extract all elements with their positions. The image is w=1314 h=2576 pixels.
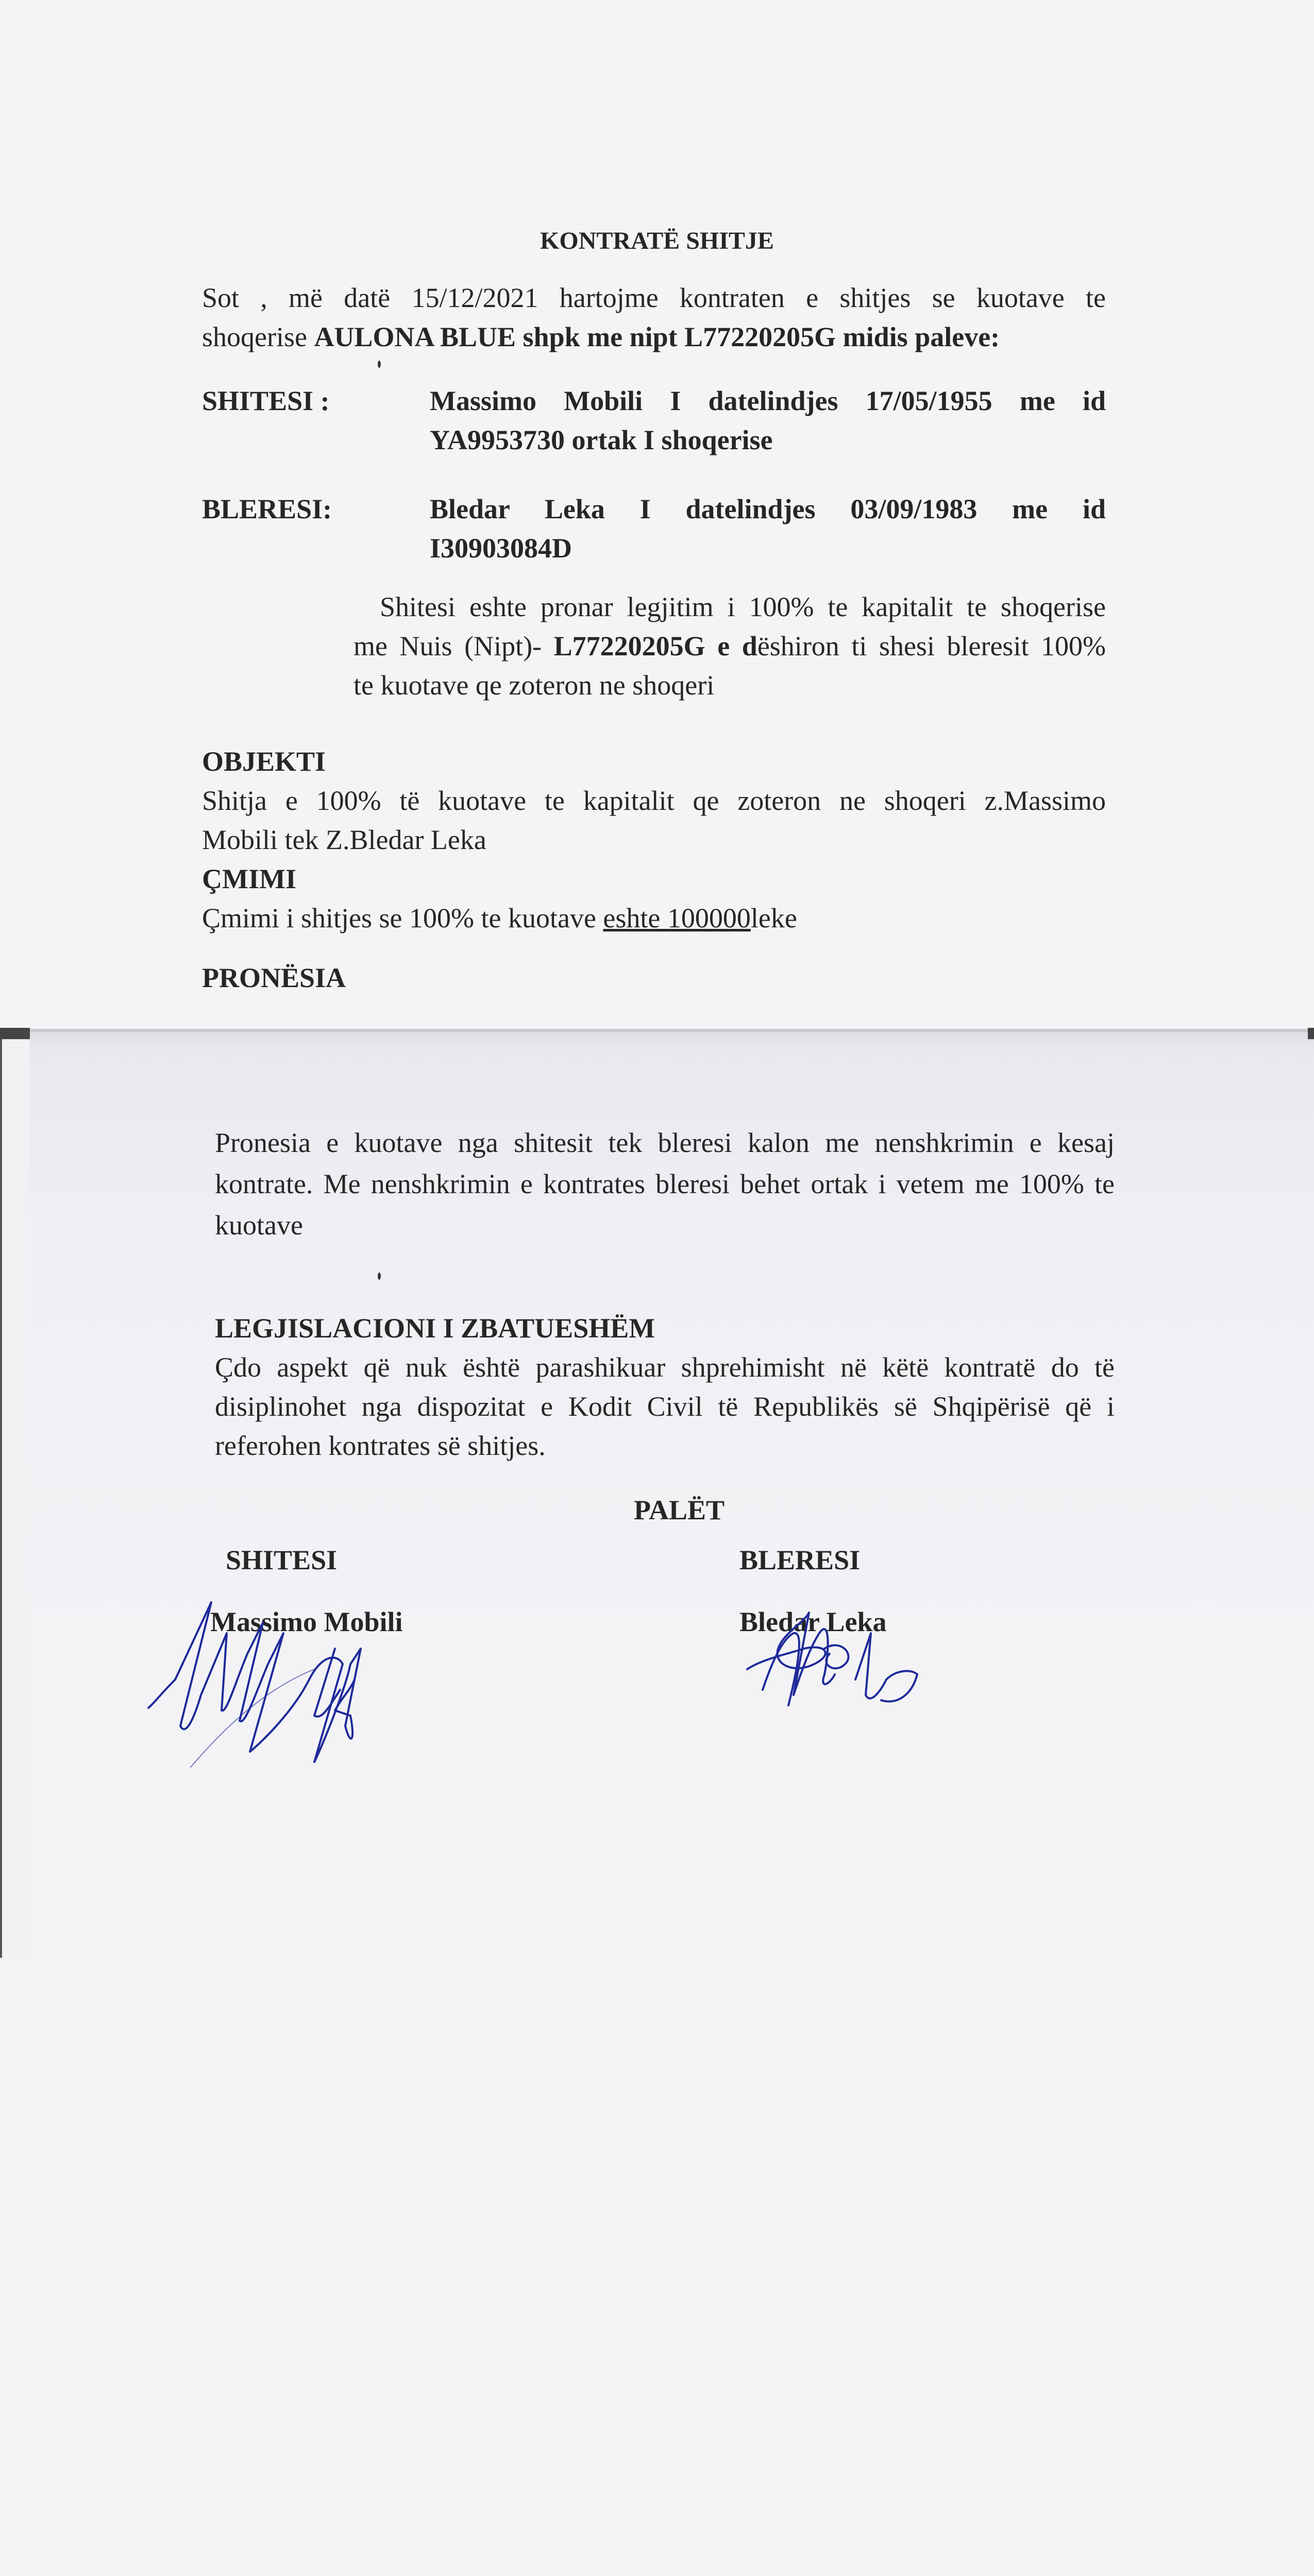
buyer-label: BLERESI:	[202, 494, 332, 524]
buyer-details: I30903084D	[430, 533, 572, 564]
parties-heading: PALËT	[633, 1495, 725, 1526]
law-text: referohen kontrates së shitjes.	[215, 1430, 546, 1461]
ownership-statement-line	[353, 626, 1106, 666]
price-amount: eshte 100000	[603, 903, 751, 934]
seller-signature-label: SHITESI	[226, 1545, 338, 1575]
document-title: KONTRATË SHITJE	[540, 227, 774, 255]
intro-line: Sot , më datë 15/12/2021 hartojme kontraten e shitjes se kuotave te	[202, 282, 1106, 313]
buyer-signature-name: Bledar Leka	[739, 1606, 887, 1637]
scan-edge-mark	[0, 1028, 30, 1039]
price-heading: ÇMIMI	[202, 863, 296, 894]
intro-text: shoqerise	[202, 321, 314, 352]
seller-label: SHITESI :	[202, 385, 330, 416]
object-text: Mobili tek Z.Bledar Leka	[202, 824, 486, 855]
object-heading: OBJEKTI	[202, 746, 326, 777]
ownership-statement-line: Shitesi eshte pronar legjitim i 100% te kapitalit te shoqerise	[380, 591, 1106, 622]
price-text-part: Çmimi i shitjes se 100% te kuotave	[202, 903, 603, 934]
seller-details: YA9953730 ortak I shoqerise	[430, 425, 773, 455]
ownership-text: Pronesia e kuotave nga shitesit tek bleresi kalon me nenshkrimin e kesaj	[215, 1127, 1115, 1158]
buyer-signature-label: BLERESI	[739, 1545, 861, 1575]
buyer-details: Bledar Leka I datelindjes 03/09/1983 me id	[430, 494, 1106, 524]
ownership-text: kontrate. Me nenshkrimin e kontrates bleresi behet ortak i vetem me 100% te	[215, 1168, 1115, 1199]
ownership-statement-line: te kuotave qe zoteron ne shoqeri	[353, 670, 715, 701]
scan-speck	[378, 361, 381, 368]
seller-signature-name: Massimo Mobili	[210, 1606, 403, 1637]
seller-details: Massimo Mobili I datelindjes 17/05/1955 me id	[430, 385, 1106, 416]
statement-text: me Nuis (Nipt)-	[353, 631, 554, 662]
intro-line	[202, 317, 1000, 357]
law-text: Çdo aspekt që nuk është parashikuar shprehimisht në këtë kontratë do të	[215, 1352, 1115, 1383]
company-info: AULONA BLUE shpk me nipt L77220205G midis paleve:	[314, 321, 1000, 352]
law-heading: LEGJISLACIONI I ZBATUESHËM	[215, 1313, 655, 1344]
statement-text: ëshiron ti shesi bleresit 100%	[757, 631, 1106, 662]
ownership-text: kuotave	[215, 1210, 303, 1241]
scan-speck	[378, 1273, 381, 1280]
buyer-signature	[742, 1602, 928, 1721]
scan-edge-mark	[1308, 1028, 1314, 1039]
price-currency: leke	[750, 903, 797, 934]
ownership-heading: PRONËSIA	[202, 962, 346, 993]
object-text: Shitja e 100% të kuotave te kapitalit qe zoteron ne shoqeri z.Massimo	[202, 785, 1106, 816]
seller-signature	[144, 1592, 474, 1777]
law-text: disiplinohet nga dispozitat e Kodit Civil të Republikës së Shqipërisë që i	[215, 1391, 1115, 1422]
price-text	[202, 899, 797, 938]
page-seam	[0, 1029, 1314, 1032]
nipt-value: L77220205G e d	[553, 631, 757, 662]
